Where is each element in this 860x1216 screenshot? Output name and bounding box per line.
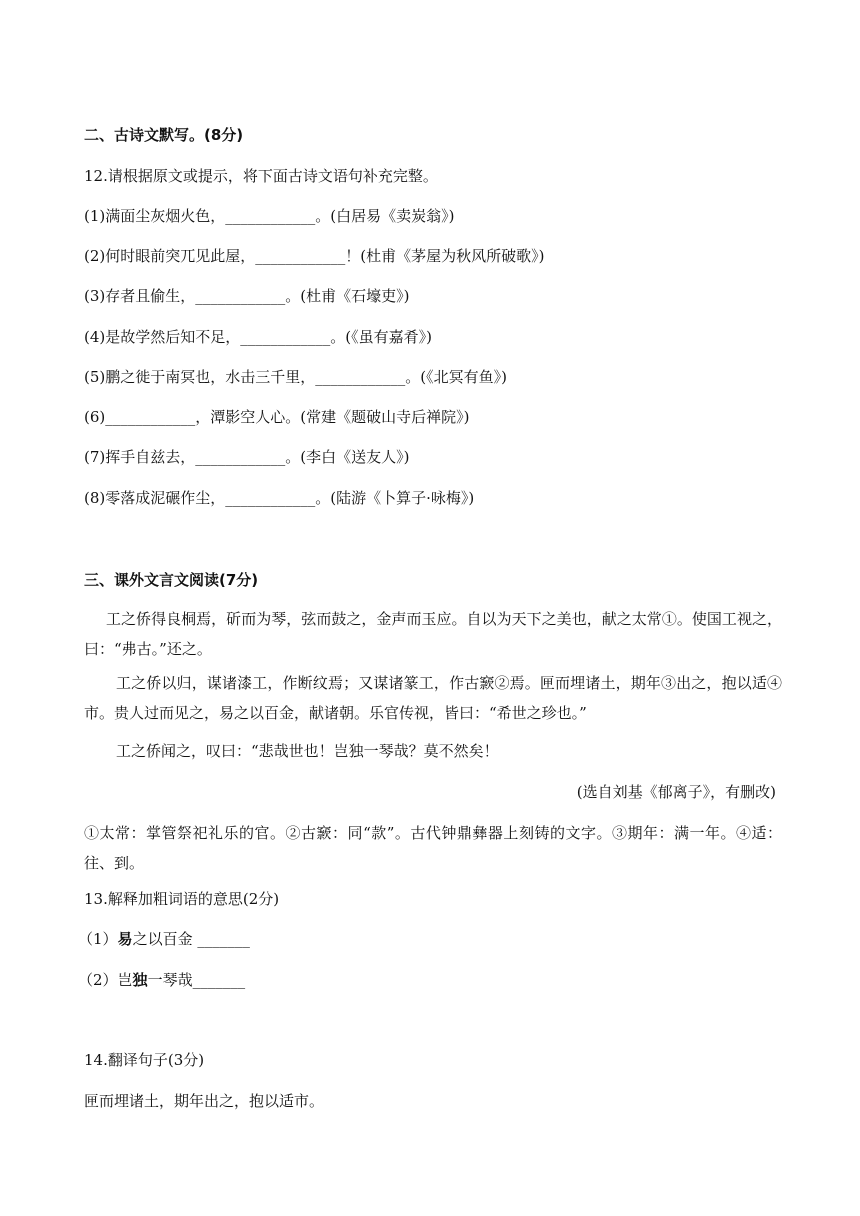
bold-word-du: 独 [132, 971, 148, 989]
question-14-prompt: 14.翻译句子(3分) [84, 1051, 205, 1069]
item-2-number: （2）岂 [78, 971, 133, 989]
passage-source: (选自刘基《郁离子》，有删改) [576, 783, 776, 801]
fill-blank-item-7: (7)挥手自兹去，____________。(李白《送友人》) [84, 448, 410, 466]
question-13-item-1 [78, 928, 778, 950]
fill-blank-item-5: (5)鹏之徙于南冥也，水击三千里，____________。(《北冥有鱼》) [84, 368, 507, 386]
fill-blank-item-4: (4)是故学然后知不足，____________。(《虽有嘉肴》) [84, 328, 432, 346]
fill-blank-item-2: (2)何时眼前突兀见此屋，____________！(杜甫《茅屋为秋风所破歌》) [84, 247, 545, 265]
section-3-heading: 三、课外文言文阅读(7分) [84, 571, 259, 589]
passage-paragraph-1: 工之侨得良桐焉，斫而为琴，弦而鼓之，金声而玉应。自以为天下之美也，献之太常①。使国工视之，曰：“弗古。”还之。 [84, 610, 782, 658]
passage-notes: ①太常：掌管祭祀礼乐的官。②古窾：同“款”。古代钟鼎彝器上刻铸的文字。③期年：满一年。④适：往、到。 [84, 824, 782, 872]
question-13-prompt: 13.解释加粗词语的意思(2分) [84, 890, 280, 908]
fill-blank-item-8: (8)零落成泥碾作尘，____________。(陆游《卜算子·咏梅》) [84, 489, 475, 507]
section-2-heading: 二、古诗文默写。(8分) [84, 126, 244, 144]
fill-blank-item-6: (6)____________，潭影空人心。(常建《题破山寺后禅院》) [84, 408, 470, 426]
item-1-number: （1） [78, 930, 118, 948]
item-1-text: 之以百金 _______ [132, 930, 250, 948]
question-12-prompt: 12.请根据原文或提示，将下面古诗文语句补充完整。 [84, 167, 438, 185]
bold-word-yi: 易 [117, 930, 133, 948]
question-14-sentence: 匣而埋诸土，期年出之，抱以适市。 [84, 1092, 325, 1110]
question-13-item-2 [78, 969, 778, 991]
passage-paragraph-3: 工之侨闻之，叹曰：“悲哉世也！岂独一琴哉？莫不然矣！ [116, 742, 499, 760]
fill-blank-item-3: (3)存者且偷生，____________。(杜甫《石壕吏》) [84, 287, 410, 305]
passage-paragraph-2: 工之侨以归，谋诸漆工，作断纹焉；又谋诸篆工，作古窾②焉。匣而埋诸土，期年③出之，抱以适④市。贵人过而见之，易之以百金，献诸朝。乐官传视，皆曰：“希世之珍也。” [84, 674, 782, 722]
item-2-text: 一琴哉_______ [147, 971, 246, 989]
fill-blank-item-1: (1)满面尘灰烟火色，____________。(白居易《卖炭翁》) [84, 207, 455, 225]
